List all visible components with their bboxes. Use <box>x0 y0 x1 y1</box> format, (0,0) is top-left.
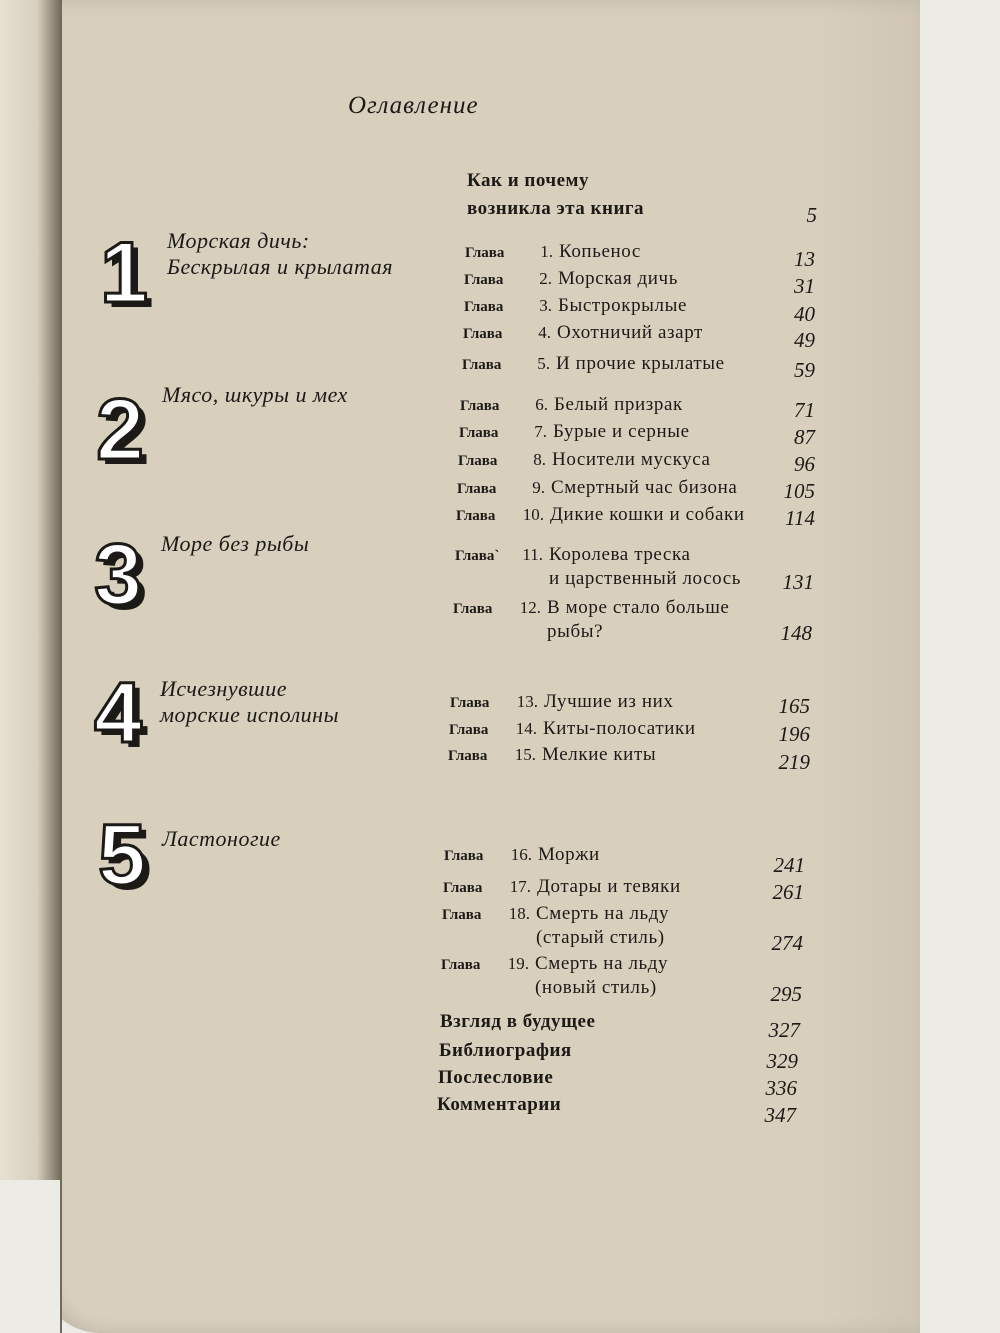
chapter-title: Лучшие из них <box>544 691 674 712</box>
chapter-label: Глава <box>464 272 504 288</box>
part-2-title <box>162 382 348 408</box>
page-shadow <box>820 0 920 1333</box>
chapter-number: 7. <box>534 422 547 441</box>
chapter-page-number: 261 <box>772 880 804 904</box>
chapter-title-line-2: (старый стиль) <box>536 927 665 948</box>
chapter-number: 3. <box>539 296 552 315</box>
chapter-title: Королева треска <box>549 544 691 565</box>
chapter-label: Глава <box>453 601 493 617</box>
part-2-numeral: 2 <box>96 382 144 478</box>
back-matter-page-number: 327 <box>768 1018 800 1042</box>
chapter-label: Глава <box>463 326 503 342</box>
chapter-row <box>463 321 763 347</box>
back-matter-page-number: 336 <box>765 1076 797 1100</box>
chapter-title: Смерть на льду <box>536 903 670 924</box>
chapter-row <box>442 902 742 952</box>
chapter-page-number: 196 <box>778 722 810 746</box>
page-title: Оглавление <box>348 92 479 119</box>
chapter-label: Глава <box>465 245 505 261</box>
background-surface <box>0 1180 60 1333</box>
chapter-title: Бурые и серные <box>553 421 690 442</box>
back-matter-item: Взгляд в будущее <box>440 1011 596 1032</box>
chapter-page-number: 165 <box>778 694 810 718</box>
chapter-label: Глава <box>441 957 481 973</box>
part-3-numeral: 3 <box>94 527 142 623</box>
chapter-title: Смертный час бизона <box>551 477 738 498</box>
chapter-number: 2. <box>539 269 552 288</box>
chapter-number: 19. <box>507 954 529 973</box>
part-5-title <box>162 826 281 852</box>
chapter-label: Глава <box>449 722 489 738</box>
chapter-number: 18. <box>508 904 530 923</box>
part-3-title-line-1: Море без рыбы <box>161 531 310 556</box>
chapter-row <box>456 503 766 529</box>
chapter-label: Глава <box>459 425 499 441</box>
chapter-number: 8. <box>533 450 546 469</box>
chapter-label: Глава <box>456 508 496 524</box>
chapter-title-line-2: (новый стиль) <box>535 977 657 998</box>
chapter-number: 1. <box>540 242 553 261</box>
chapter-row <box>448 743 748 769</box>
intro-line-1: Как и почему <box>467 170 589 191</box>
chapter-page-number: 295 <box>770 982 802 1006</box>
intro-line-2: возникла эта книга <box>467 198 645 219</box>
facing-page-edge <box>0 0 62 1333</box>
part-2-title-line-1: Мясо, шкуры и мех <box>162 382 348 407</box>
part-1-title-line-1: Морская дичь: <box>167 228 310 253</box>
part-5-title-line-1: Ластоногие <box>162 826 281 851</box>
chapter-page-number: 219 <box>778 750 810 774</box>
chapter-label: Глава <box>442 907 482 923</box>
chapter-number: 14. <box>515 719 537 738</box>
chapter-title: Морская дичь <box>558 268 678 289</box>
chapter-row <box>450 690 750 716</box>
part-4-title-line-2: морские исполины <box>160 702 339 727</box>
chapter-number: 16. <box>510 845 532 864</box>
part-4-numeral: 4 <box>94 665 142 761</box>
chapter-title: В море стало больше <box>547 597 730 618</box>
chapter-page-number: 40 <box>794 302 815 326</box>
chapter-label: Глава <box>457 481 497 497</box>
chapter-number: 17. <box>509 877 531 896</box>
chapter-number: 9. <box>532 478 545 497</box>
chapter-row <box>460 393 760 419</box>
intro-page-number: 5 <box>806 203 817 227</box>
back-matter-page-number: 347 <box>764 1103 796 1127</box>
chapter-label: Глава <box>460 398 500 414</box>
chapter-page-number: 274 <box>771 931 803 955</box>
part-4-title <box>160 676 339 728</box>
part-1-title <box>167 228 393 280</box>
chapter-page-number: 96 <box>794 452 815 476</box>
chapter-row <box>464 267 764 293</box>
back-matter-item: Послесловие <box>438 1067 554 1088</box>
chapter-page-number: 87 <box>794 425 815 449</box>
chapter-number: 15. <box>514 745 536 764</box>
chapter-row <box>458 448 758 474</box>
chapter-page-number: 241 <box>773 853 805 877</box>
chapter-number: 10. <box>522 505 544 524</box>
chapter-title: Смерть на льду <box>535 953 669 974</box>
chapter-page-number: 131 <box>782 570 814 594</box>
chapter-number: 4. <box>538 323 551 342</box>
chapter-page-number: 148 <box>780 621 812 645</box>
chapter-number: 11. <box>522 545 543 564</box>
back-matter-page-number: 329 <box>766 1049 798 1073</box>
chapter-row <box>449 717 749 743</box>
back-matter-item: Библиография <box>439 1040 572 1061</box>
chapter-title-line-2: и царственный лосось <box>549 568 742 589</box>
chapter-title: Моржи <box>538 844 600 865</box>
part-1-numeral: 1 <box>100 225 148 321</box>
chapter-row <box>462 352 762 378</box>
chapter-number: 12. <box>519 598 541 617</box>
chapter-title: Копьенос <box>559 241 641 262</box>
back-matter-item: Комментарии <box>437 1094 562 1115</box>
part-1-title-line-2: Бескрылая и крылатая <box>167 254 393 279</box>
chapter-label: Глава <box>443 880 483 896</box>
part-3-title <box>161 531 309 557</box>
chapter-title: И прочие крылатые <box>556 353 725 374</box>
chapter-title: Дикие кошки и собаки <box>550 504 745 525</box>
chapter-row <box>455 543 765 593</box>
chapter-number: 5. <box>537 354 550 373</box>
chapter-title: Дотары и тевяки <box>537 876 681 897</box>
chapter-title-line-2: рыбы? <box>547 621 604 642</box>
chapter-row <box>444 843 744 869</box>
chapter-page-number: 105 <box>783 479 815 503</box>
chapter-number: 6. <box>535 395 548 414</box>
chapter-label: Глава <box>448 748 488 764</box>
chapter-row <box>459 420 759 446</box>
chapter-row <box>441 952 741 1002</box>
chapter-label: Глава <box>458 453 498 469</box>
chapter-label: Глава <box>464 299 504 315</box>
chapter-page-number: 49 <box>794 328 815 352</box>
chapter-page-number: 13 <box>794 247 815 271</box>
chapter-row <box>453 596 763 646</box>
chapter-title: Киты-полосатики <box>543 718 696 739</box>
chapter-label: Глава <box>444 848 484 864</box>
chapter-title: Быстрокрылые <box>558 295 688 316</box>
chapter-label: Глава <box>462 357 502 373</box>
chapter-row <box>457 476 767 502</box>
chapter-page-number: 71 <box>794 398 815 422</box>
chapter-title: Мелкие киты <box>542 744 657 765</box>
chapter-title: Охотничий азарт <box>557 322 703 343</box>
chapter-page-number: 31 <box>794 274 815 298</box>
chapter-label: Глава <box>450 695 490 711</box>
chapter-row <box>465 240 765 266</box>
chapter-number: 13. <box>516 692 538 711</box>
part-5-numeral: 5 <box>98 807 146 903</box>
chapter-row <box>443 875 743 901</box>
chapter-label: Глава` <box>455 548 500 564</box>
chapter-row <box>464 294 764 320</box>
part-4-title-line-1: Исчезнувшие <box>160 676 288 701</box>
chapter-title: Носители мускуса <box>552 449 711 470</box>
chapter-page-number: 59 <box>794 358 815 382</box>
chapter-title: Белый призрак <box>554 394 683 415</box>
chapter-page-number: 114 <box>785 506 815 530</box>
